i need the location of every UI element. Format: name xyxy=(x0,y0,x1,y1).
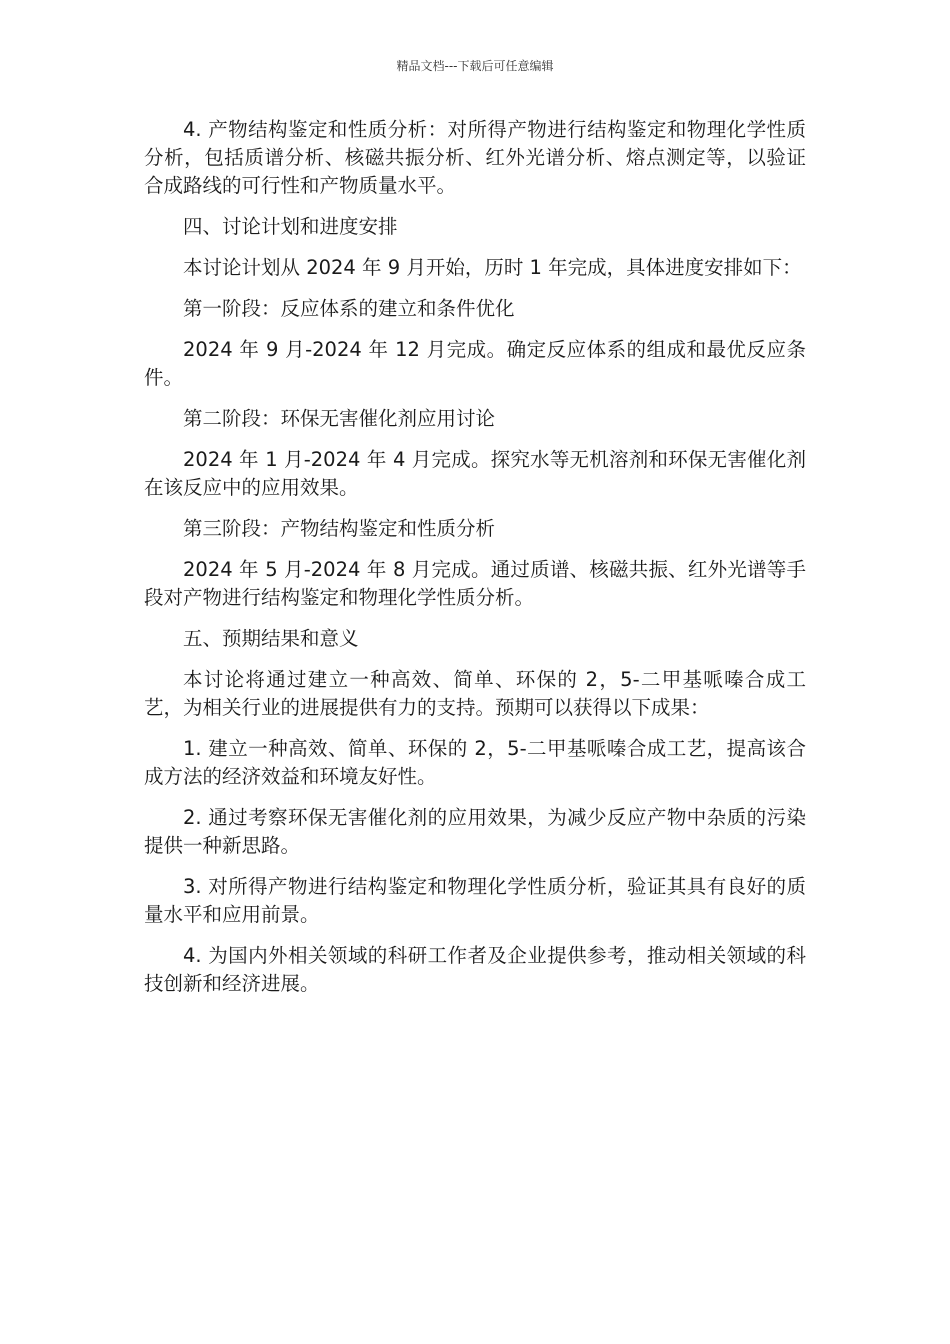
result-item-3: 3. 对所得产物进行结构鉴定和物理化学性质分析，验证其具有良好的质量水平和应用前景。 xyxy=(144,875,806,926)
paragraph-plan-intro: 本讨论计划从 2024 年 9 月开始，历时 1 年完成，具体进度安排如下： xyxy=(183,256,802,279)
page-header: 精品文档---下载后可任意编辑 xyxy=(396,59,554,73)
stage-three-detail: 2024 年 5 月-2024 年 8 月完成。通过质谱、核磁共振、红外光谱等手段对产物进行结构鉴定和物理化学性质分析。 xyxy=(144,558,806,609)
stage-three-heading: 第三阶段：产物结构鉴定和性质分析 xyxy=(183,517,496,540)
section-heading-results: 五、预期结果和意义 xyxy=(183,627,359,650)
document-body xyxy=(144,116,806,1011)
section-heading-plan: 四、讨论计划和进度安排 xyxy=(183,215,398,238)
paragraph-item-4-analysis: 4. 产物结构鉴定和性质分析：对所得产物进行结构鉴定和物理化学性质分析，包括质谱分析、核磁共振分析、红外光谱分析、熔点测定等，以验证合成路线的可行性和产物质量水平。 xyxy=(144,118,806,197)
stage-two-detail: 2024 年 1 月-2024 年 4 月完成。探究水等无机溶剂和环保无害催化剂在该反应中的应用效果。 xyxy=(144,448,806,499)
stage-one-heading: 第一阶段：反应体系的建立和条件优化 xyxy=(183,297,515,320)
result-item-4: 4. 为国内外相关领域的科研工作者及企业提供参考，推动相关领域的科技创新和经济进展。 xyxy=(144,944,806,995)
stage-two-heading: 第二阶段：环保无害催化剂应用讨论 xyxy=(183,407,496,430)
result-item-1: 1. 建立一种高效、简单、环保的 2，5-二甲基哌嗪合成工艺，提高该合成方法的经济效益和环境友好性。 xyxy=(144,737,806,788)
stage-one-detail: 2024 年 9 月-2024 年 12 月完成。确定反应体系的组成和最优反应条件。 xyxy=(144,338,806,389)
paragraph-results-intro: 本讨论将通过建立一种高效、简单、环保的 2，5-二甲基哌嗪合成工艺，为相关行业的进展提供有力的支持。预期可以获得以下成果： xyxy=(144,668,806,719)
result-item-2: 2. 通过考察环保无害催化剂的应用效果，为减少反应产物中杂质的污染提供一种新思路。 xyxy=(144,806,806,857)
